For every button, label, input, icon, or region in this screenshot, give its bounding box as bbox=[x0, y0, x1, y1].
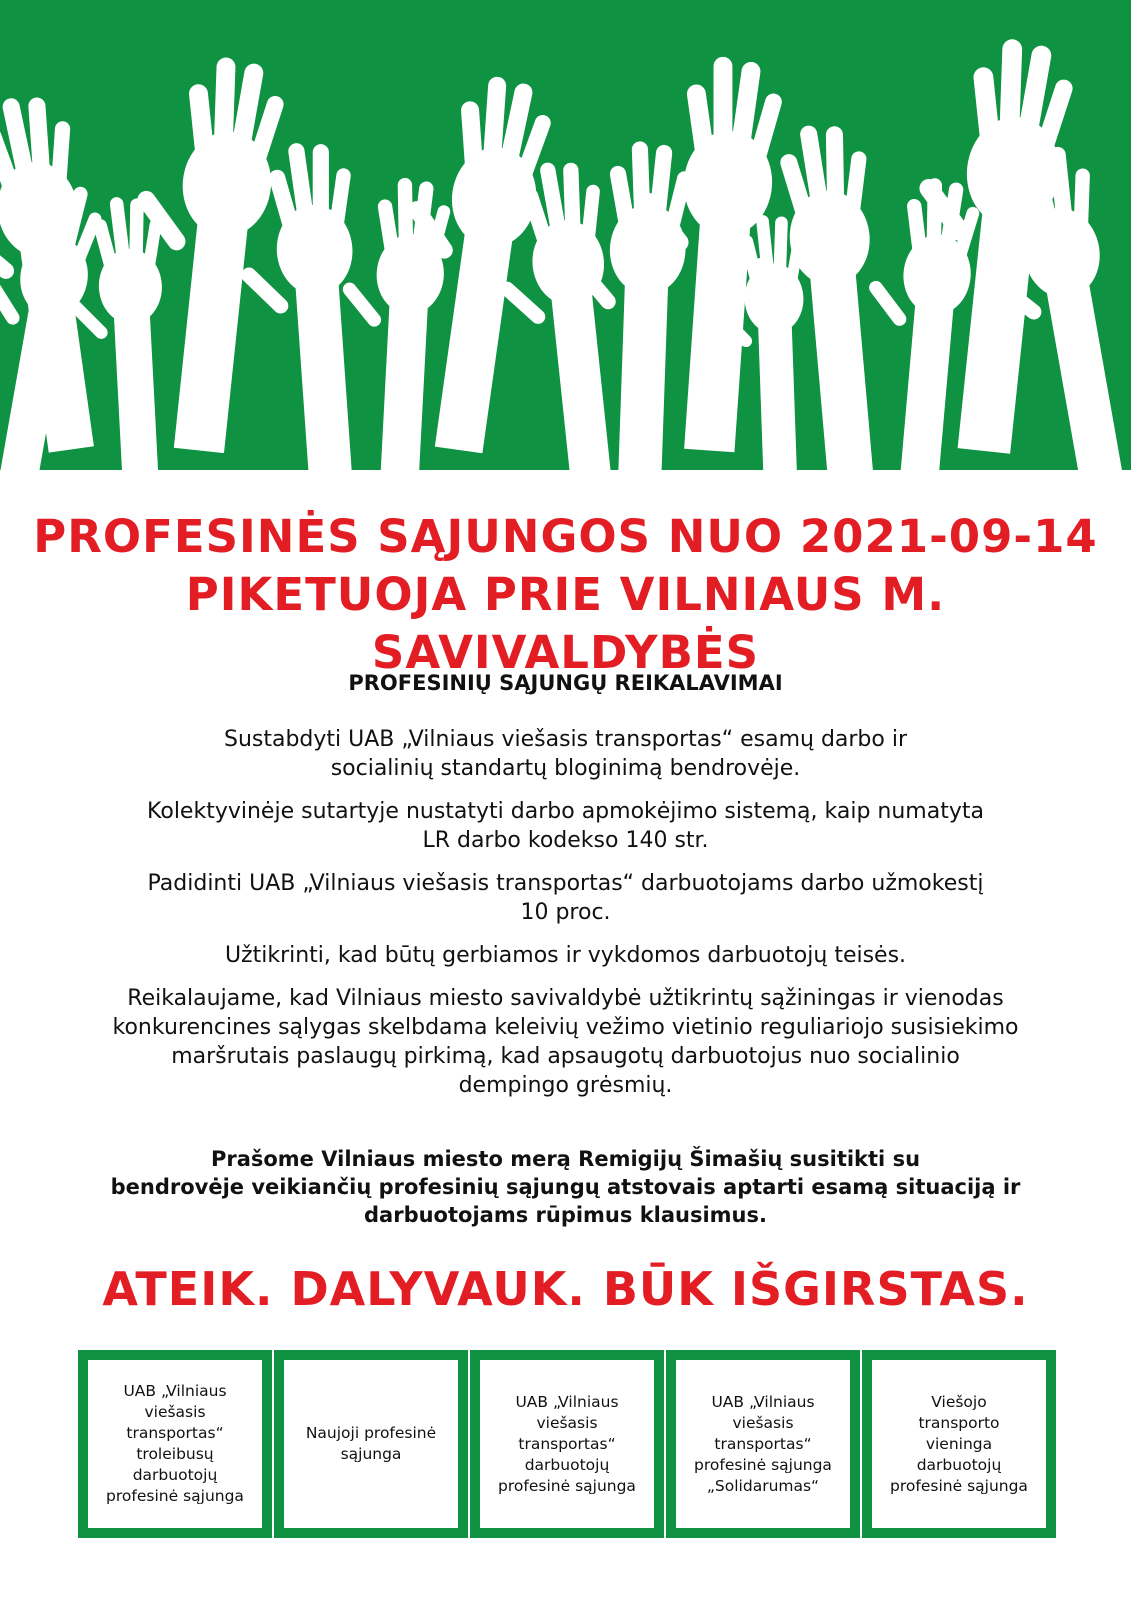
demand-item: Padidinti UAB „Vilniaus viešasis transportas“ darbuotojams darbo užmokestį 10 proc. bbox=[147, 871, 984, 925]
union-list bbox=[78, 1350, 1056, 1538]
union-name: UAB „Vilniaus viešasis transportas“ troleibusų darbuotojų profesinė sąjunga bbox=[106, 1382, 244, 1505]
raised-hands-banner bbox=[0, 0, 1131, 470]
demand-item: Užtikrinti, kad būtų gerbiamos ir vykdomos darbuotojų teisės. bbox=[224, 943, 907, 968]
union-name: UAB „Vilniaus viešasis transportas“ profesinė sąjunga „Solidarumas“ bbox=[694, 1392, 832, 1495]
demand-item: Sustabdyti UAB „Vilniaus viešasis transportas“ esamų darbo ir socialinių standartų bloginimą bendrovėje. bbox=[223, 727, 908, 781]
union-box bbox=[666, 1350, 860, 1538]
union-box bbox=[470, 1350, 664, 1538]
appeal-to-mayor: Prašome Vilniaus miesto merą Remigijų Šimašių susitikti su bendrovėje veikiančių profesinių sąjungų atstovais aptarti esamą situaciją ir darbuotojams rūpimus klausimus. bbox=[110, 1147, 1021, 1227]
slogan: ATEIK. DALYVAUK. BŪK IŠGIRSTAS. bbox=[102, 1262, 1029, 1316]
union-box bbox=[274, 1350, 468, 1538]
union-name: Viešojo transporto vieninga darbuotojų profesinė sąjunga bbox=[890, 1392, 1028, 1495]
raised-hands-illustration bbox=[0, 0, 1131, 470]
union-box bbox=[78, 1350, 272, 1538]
demands-list bbox=[60, 725, 1071, 1114]
headline-line-2: PIKETUOJA PRIE VILNIAUS M. SAVIVALDYBĖS bbox=[185, 568, 946, 679]
demands-heading: PROFESINIŲ SĄJUNGŲ REIKALAVIMAI bbox=[348, 671, 783, 695]
demand-item: Reikalaujame, kad Vilniaus miesto savivaldybė užtikrintų sąžiningas ir vienodas konkurencines sąlygas skelbdama keleivių vežimo vietinio reguliariojo susisiekimo maršrutais paslaugų pirkimą, kad apsaugotų darbuotojus nuo socialinio dempingo grėsmių. bbox=[112, 986, 1019, 1098]
union-box bbox=[862, 1350, 1056, 1538]
hand-icon bbox=[330, 174, 453, 470]
union-name: UAB „Vilniaus viešasis transportas“ darbuotojų profesinė sąjunga bbox=[498, 1392, 636, 1495]
headline-line-1: PROFESINĖS SĄJUNGOS NUO 2021-09-14 bbox=[33, 510, 1098, 563]
union-name: Naujoji profesinė sąjunga bbox=[305, 1424, 437, 1463]
demand-item: Kolektyvinėje sutartyje nustatyti darbo apmokėjimo sistemą, kaip numatyta LR darbo kodekso 140 str. bbox=[147, 799, 984, 853]
headline bbox=[0, 508, 1131, 682]
